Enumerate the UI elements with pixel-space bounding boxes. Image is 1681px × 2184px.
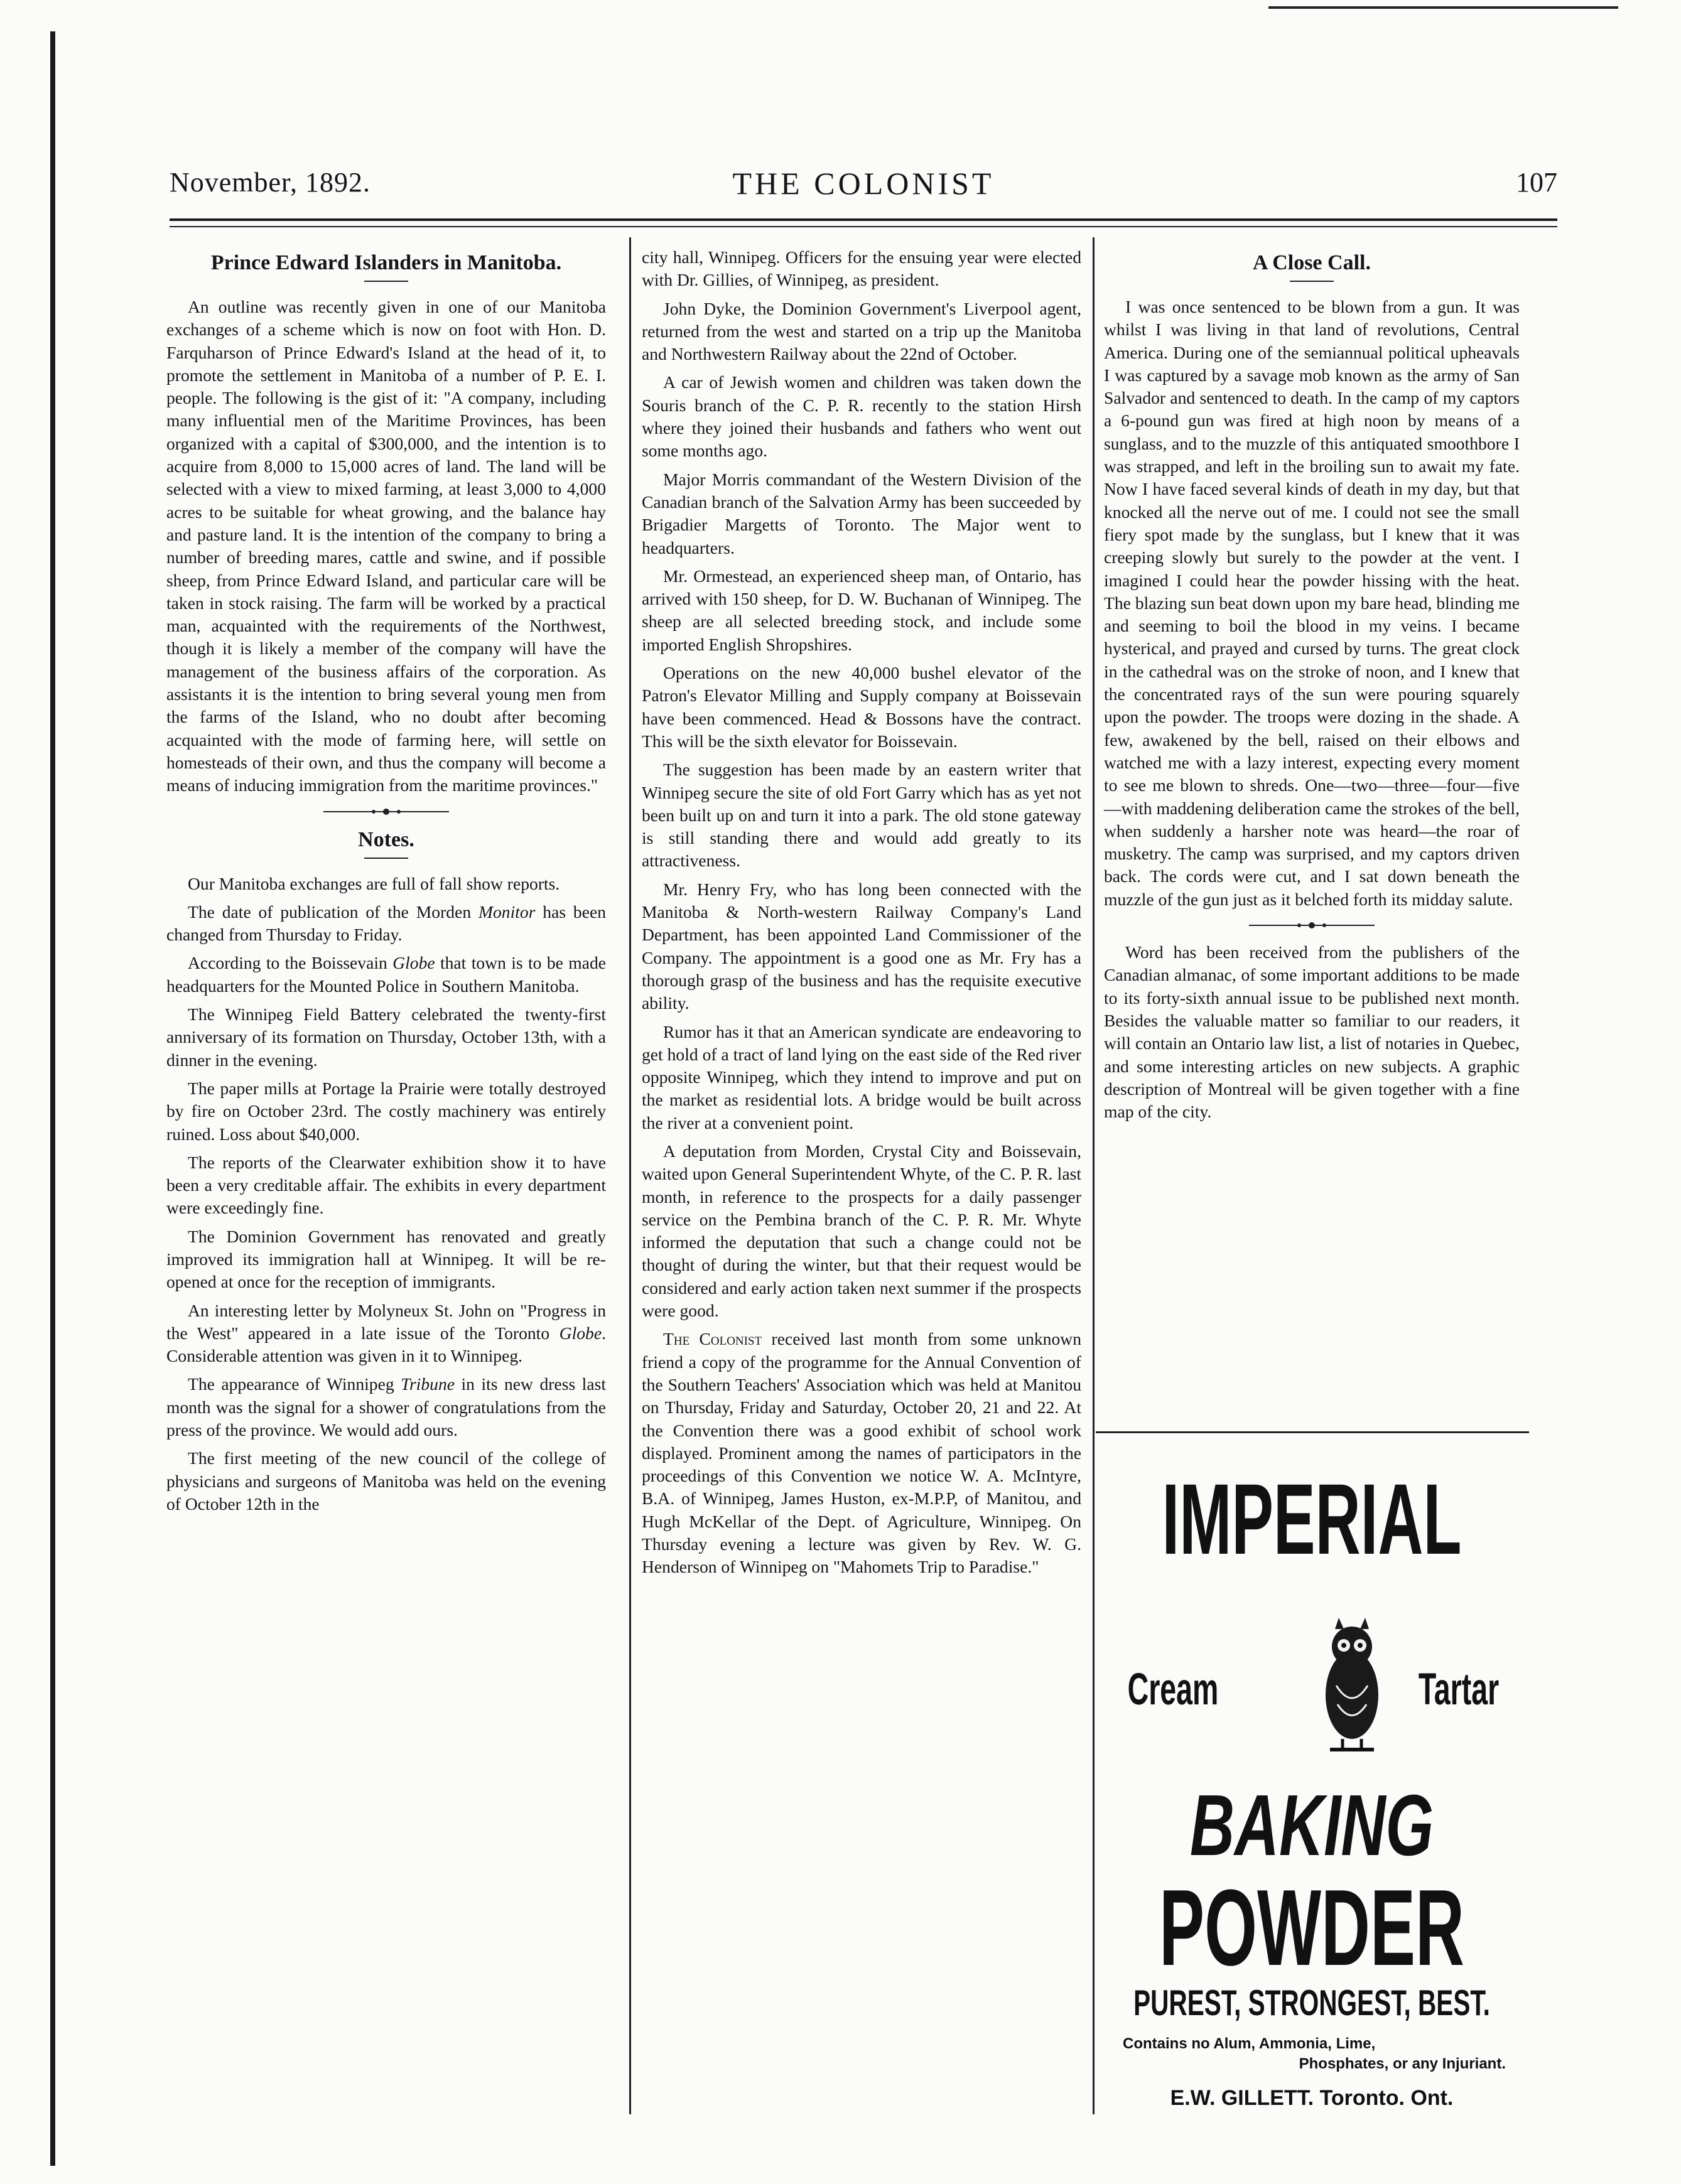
note-paragraph: A car of Jewish women and children was taken down the Souris branch of the C. P. R. recently to the station Hirsh where they joined their husbands and fathers who went out some months ago. <box>642 372 1081 461</box>
ad-powder-text: POWDER <box>1159 1868 1464 1989</box>
note-paragraph: Mr. Ormestead, an experienced sheep man, of Ontario, has arrived with 150 sheep, for D. W. Buchanan of Winnipeg. The sheep are all selected breeding stock, and include some imported English Shropshires. <box>642 566 1081 654</box>
article-heading: Prince Edward Islanders in Manitoba. <box>210 251 562 274</box>
heading-rule <box>364 281 408 282</box>
note-paragraph: The date of publication of the Morden Monitor has been changed from Thursday to Friday. <box>166 901 607 945</box>
note-paragraph: The first meeting of the new council of the college of physicians and surgeons of Manitoba was held on the evening of October 12th in the <box>166 1448 606 1514</box>
note-paragraph: The reports of the Clearwater exhibition show it to have been a very creditable affair. The exhibits in every department were exceedingly fine. <box>166 1152 606 1218</box>
note-paragraph: The Colonist received last month from some unknown friend a copy of the programme for the Annual Convention of the Southern Teachers' Association which was held at Manitou on Thursday, Friday and Saturday, October 20, 21 and 22. At the Convention there was a good exhibit of school work displayed. Prominent among the names of participators in the proceedings of this Convention we notice W. A. McIntyre, B.A. of Winnipeg, James Huston, ex-M.P.P, of Manitou, and Hugh McKellar of the Dept. of Agriculture, Winnipeg. On Thursday evening a lecture was given by Rev. W. G. Henderson of Winnipeg on "Mahomets Trip to Paradise." <box>642 1329 1081 1577</box>
top-edge-rule <box>1268 6 1618 9</box>
ad-contains-line-1: Contains no Alum, Ammonia, Lime, <box>1123 2035 1376 2052</box>
note-paragraph: An interesting letter by Molyneux St. John on "Progress in the West" appeared in a late issue of the Toronto Globe. Considerable attention was given in it to Winnipeg. <box>166 1300 606 1366</box>
heading-rule <box>1290 281 1334 282</box>
ad-contains-line-2: Phosphates, or any Injuriant. <box>1299 2055 1506 2072</box>
column-1 <box>166 248 606 1521</box>
ad-imperial-text: IMPERIAL <box>1162 1463 1462 1576</box>
column-divider <box>1093 237 1095 2114</box>
notes-heading: Notes. <box>358 827 414 851</box>
ad-artwork <box>1104 1447 1520 2128</box>
ad-tartar-text: Tartar <box>1418 1664 1500 1714</box>
ad-tagline: PUREST, STRONGEST, BEST. <box>1133 1982 1490 2023</box>
page-number: 107 <box>1516 167 1557 198</box>
column-2 <box>642 246 1081 1584</box>
note-paragraph: According to the Boissevain Globe that town is to be made headquarters for the Mounted Police in Southern Manitoba. <box>166 953 606 996</box>
note-paragraph: The Winnipeg Field Battery celebrated the twenty-first anniversary of its formation on Thursday, October 13th, with a dinner in the evening. <box>166 1004 606 1070</box>
note-paragraph: city hall, Winnipeg. Officers for the ensuing year were elected with Dr. Gillies, of Winnipeg, as president. <box>642 247 1081 290</box>
ad-maker: E.W. GILLETT. Toronto. Ont. <box>1170 2086 1454 2110</box>
note-paragraph: Major Morris commandant of the Western Division of the Canadian branch of the Salvation Army has been succeeded by Brigadier Margetts of Toronto. The Major went to headquarters. <box>642 469 1081 557</box>
note-paragraph: Our Manitoba exchanges are full of fall show reports. <box>188 873 560 893</box>
issue-date: November, 1892. <box>170 167 370 198</box>
note-paragraph: The paper mills at Portage la Prairie were totally destroyed by fire on October 23rd. The costly machinery was entirely ruined. Loss about $40,000. <box>166 1078 606 1144</box>
section-ornament <box>323 807 449 816</box>
ad-baking-text: BAKING <box>1189 1777 1434 1874</box>
ad-cream-text: Cream <box>1127 1664 1219 1714</box>
masthead <box>170 166 1557 210</box>
note-paragraph: Rumor has it that an American syndicate are endeavoring to get hold of a tract of land lying on the east side of the Red river opposite Winnipeg, which they intend to improve and put on the market as residential lots. A bridge would be built across the river at a convenient point. <box>642 1021 1081 1132</box>
masthead-rule-thin <box>170 226 1557 227</box>
advertisement-rule <box>1096 1431 1529 1433</box>
note-paragraph: The suggestion has been made by an eastern writer that Winnipeg secure the site of old Fort Garry which has as yet not been built up on and turn it into a park. The old stone gateway is still standing there and would add greatly to its attractiveness. <box>642 760 1081 871</box>
column-divider <box>629 237 631 2114</box>
note-paragraph: A deputation from Morden, Crystal City and Boissevain, waited upon General Superintendent Whyte, of the C. P. R. last month, in reference to the prospects for a daily passenger service on the Pembina branch of the C. P. R. Mr. Whyte informed the deputation that such a change could not be thought of during the winter, but that their request would be considered and early action taken next summer if the prospects were good. <box>642 1141 1081 1321</box>
article-paragraph: I was once sentenced to be blown from a gun. It was whilst I was living in that land of revolutions, Central America. During one of the semiannual political upheavals I was captured by a savage mob known as the army of San Salvador and sentenced to death. In the camp of my captors a 6-pound gun was fired at high noon by means of a sunglass, and to the muzzle of this antiquated smoothbore I was strapped, and left in the broiling sun to await my fate. Now I have faced several kinds of death in my day, but that knocked all the nerve out of me. I could not see the small fiery spot made by the sunglass, but I knew that it was creeping slowly but surely to the powder at the vent. I imagined I could hear the powder hissing with the heat. The blazing sun beat down upon my bare head, blinding me and seeming to boil the blood in my veins. I became hysterical, and prayed and cursed by turns. The great clock in the cathedral was on the stroke of noon, and I knew that the concentrated rays of the sun were pouring squarely upon the powder. The troops were dozing in the shade. A few, awakened by the bell, raised on their elbows and watched me with a lazy interest, expecting every moment to see me blown to shreds. One—two—three—four—five—with maddening deliberation came the strokes of the bell, when suddenly a harsher note was heard—the roar of musketry. The camp was surprised, and my captors driven back. The cords were cut, and I sat down beneath the muzzle of the gun just as it belched forth its midday salute. <box>1104 297 1520 909</box>
owl-icon <box>1326 1618 1378 1750</box>
crescent-moon-icon <box>1224 1582 1330 1789</box>
imperial-baking-powder-ad <box>1104 1447 1520 2128</box>
note-paragraph: Operations on the new 40,000 bushel elevator of the Patron's Elevator Milling and Supply company at Boissevain have been commenced. Head & Bossons have the contract. This will be the sixth elevator for Boissevain. <box>642 663 1081 751</box>
note-paragraph: The appearance of Winnipeg Tribune in its new dress last month was the signal for a shower of congratulations from the press of the province. We would add ours. <box>166 1374 606 1440</box>
article-paragraph: An outline was recently given in one of our Manitoba exchanges of a scheme which is now on foot with Hon. D. Farquharson of Prince Edward's Island at the head of it, to promote the settlement in Manitoba of a number of P. E. I. people. The following is the gist of it: "A company, including many influential men of the Maritime Provinces, has been organized with a capital of $300,000, and the intention is to acquire from 8,000 to 15,000 acres of land. The land will be selected with a view to mixed farming, at least 3,000 to 4,000 acres to be suitable for wheat growing, and the balance hay and pasture land. It is the intention of the company to bring a number of breeding mares, cattle and swine, and if possible sheep, from Prince Edward Island, and particular care will be taken in stock raising. The farm will be worked by a practical man, acquainted with the requirements of the Northwest, though it is likely a member of the company will have the management of the business affairs of the corporation. As assistants it is the intention to bring several young men from the farms of the Island, who no doubt after becoming acquainted with the mode of farming here, will settle on homesteads of their own, and thus the company will become a means of inducing immigration from the maritime provinces." <box>166 297 606 795</box>
column-3 <box>1104 248 1520 1129</box>
heading-rule <box>364 858 408 859</box>
masthead-rule <box>170 218 1557 221</box>
newspaper-title: THE COLONIST <box>732 166 995 201</box>
note-paragraph: Mr. Henry Fry, who has long been connected with the Manitoba & North-western Railway Company's Land Department, has been appointed Land Commissioner of the Company. The appointment is a good one as Mr. Fry has a thorough grasp of the business and has the requisite executive ability. <box>642 879 1081 1013</box>
section-ornament <box>1249 921 1375 930</box>
note-paragraph: The Dominion Government has renovated and greatly improved its immigration hall at Winnipeg. It will be re-opened at once for the reception of immigrants. <box>166 1226 606 1292</box>
article-heading: A Close Call. <box>1253 251 1371 274</box>
page-binding-edge <box>50 31 55 2166</box>
article-paragraph: Word has been received from the publishers of the Canadian almanac, of some important additions to be made to its forty-sixth annual issue to be published next month. Besides the valuable matter so familiar to our readers, it will contain an Ontario law list, a list of notaries in Quebec, and some interesting articles on new subjects. A graphic description of Montreal will be given together with a fine map of the city. <box>1104 942 1520 1122</box>
note-paragraph: John Dyke, the Dominion Government's Liverpool agent, returned from the west and started on a trip up the Manitoba and Northwestern Railway about the 22nd of October. <box>642 298 1081 364</box>
